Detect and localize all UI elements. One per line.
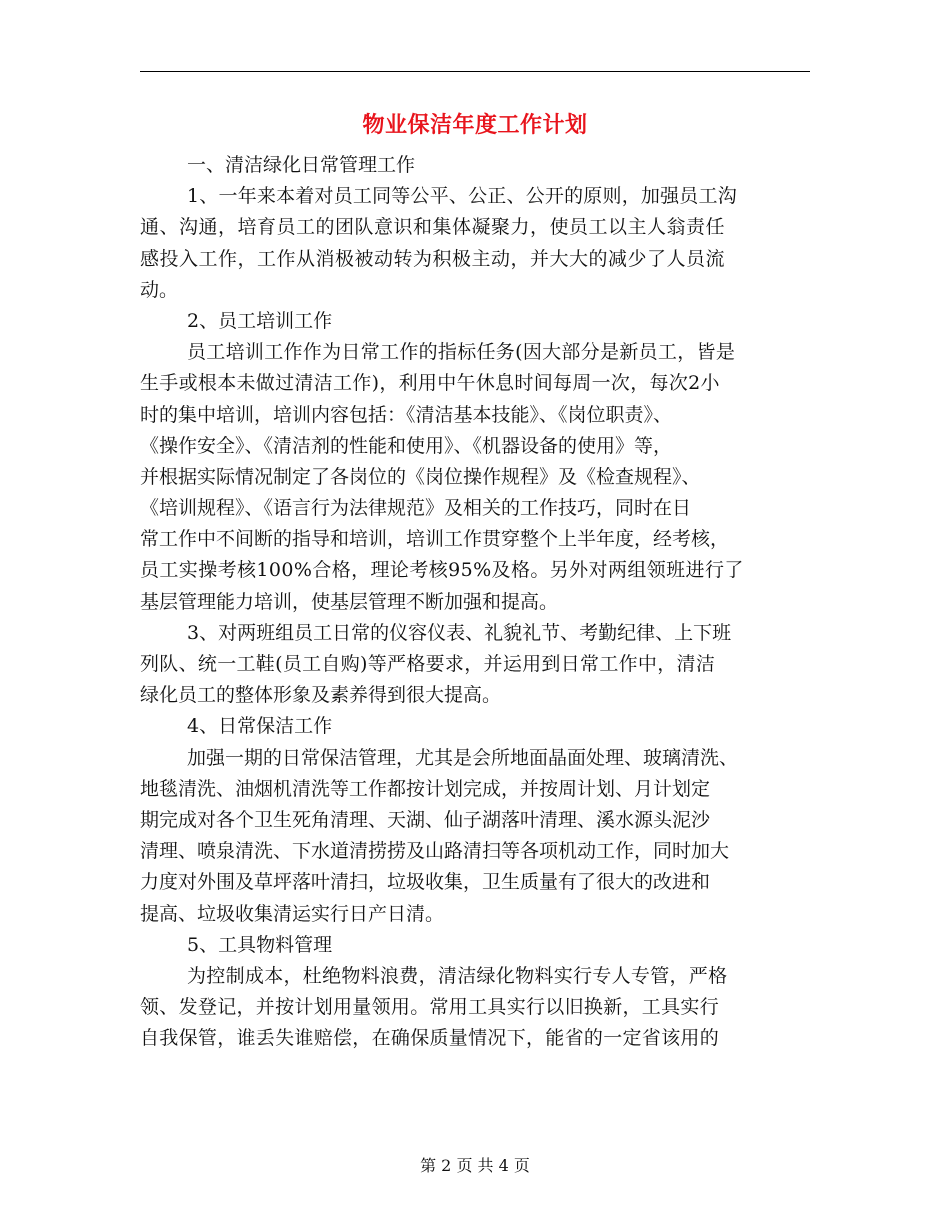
text-line: 感投入工作，工作从消极被动转为积极主动，并大大的减少了人员流 xyxy=(140,247,726,270)
text-line: 提高、垃圾收集清运实行日产日清。 xyxy=(140,902,445,925)
text-line: 期完成对各个卫生死角清理、天湖、仙子湖落叶清理、溪水源头泥沙 xyxy=(140,808,711,831)
text-line: 领、发登记，并按计划用量领用。常用工具实行以旧换新，工具实行 xyxy=(140,996,720,1019)
text-line: 员工培训工作作为日常工作的指标任务(因大部分是新员工，皆是 xyxy=(187,341,736,364)
text-line: 动。 xyxy=(140,278,179,301)
text-line: 地毯清洗、油烟机清洗等工作都按计划完成，并按周计划、月计划定 xyxy=(140,777,711,800)
header-rule xyxy=(140,71,810,72)
text-line: 自我保管，谁丢失谁赔偿，在确保质量情况下，能省的一定省该用的 xyxy=(140,1027,720,1050)
text-line: 时的集中培训，培训内容包括：《清洁基本技能》、《岗位职责》、 xyxy=(140,403,673,426)
document-body xyxy=(140,150,810,1054)
text-line: 2、员工培训工作 xyxy=(187,309,333,332)
text-line: 一、清洁绿化日常管理工作 xyxy=(187,154,416,176)
text-line: 员工实操考核100%合格，理论考核95%及格。另外对两组领班进行了 xyxy=(140,559,744,582)
text-line: 加强一期的日常保洁管理，尤其是会所地面晶面处理、玻璃清洗、 xyxy=(187,746,739,769)
text-line: 生手或根本未做过清洁工作)，利用中午休息时间每周一次，每次2小 xyxy=(140,372,720,395)
text-line: 列队、统一工鞋(员工自购)等严格要求，并运用到日常工作中，清洁 xyxy=(140,653,716,675)
page-number: 第 2 页 共 4 页 xyxy=(420,1156,530,1175)
text-line: 力度对外围及草坪落叶清扫，垃圾收集，卫生质量有了很大的改进和 xyxy=(140,871,711,894)
text-line: 为控制成本，杜绝物料浪费，清洁绿化物料实行专人专管，严格 xyxy=(187,964,728,987)
text-line: 清理、喷泉清洗、下水道清捞捞及山路清扫等各项机动工作，同时加大 xyxy=(140,840,730,863)
text-line: 5、工具物料管理 xyxy=(187,933,333,956)
text-line: 《培训规程》、《语言行为法律规范》及相关的工作技巧，同时在日 xyxy=(140,497,692,520)
text-line: 常工作中不间断的指导和培训，培训工作贯穿整个上半年度，经考核， xyxy=(140,528,730,551)
document-title: 物业保洁年度工作计划 xyxy=(362,112,588,138)
text-line: 4、日常保洁工作 xyxy=(187,715,333,738)
text-line: 《操作安全》、《清洁剂的性能和使用》、《机器设备的使用》等， xyxy=(140,434,673,457)
text-line: 并根据实际情况制定了各岗位的《岗位操作规程》及《检查规程》、 xyxy=(140,465,701,488)
text-line: 1、一年来本着对员工同等公平、公正、公开的原则，加强员工沟 xyxy=(187,185,737,208)
text-line: 基层管理能力培训，使基层管理不断加强和提高。 xyxy=(140,590,559,613)
text-line: 绿化员工的整体形象及素养得到很大提高。 xyxy=(140,684,502,707)
text-line: 通、沟通，培育员工的团队意识和集体凝聚力，使员工以主人翁责任 xyxy=(140,216,726,239)
text-line: 3、对两班组员工日常的仪容仪表、礼貌礼节、考勤纪律、上下班 xyxy=(187,621,732,644)
